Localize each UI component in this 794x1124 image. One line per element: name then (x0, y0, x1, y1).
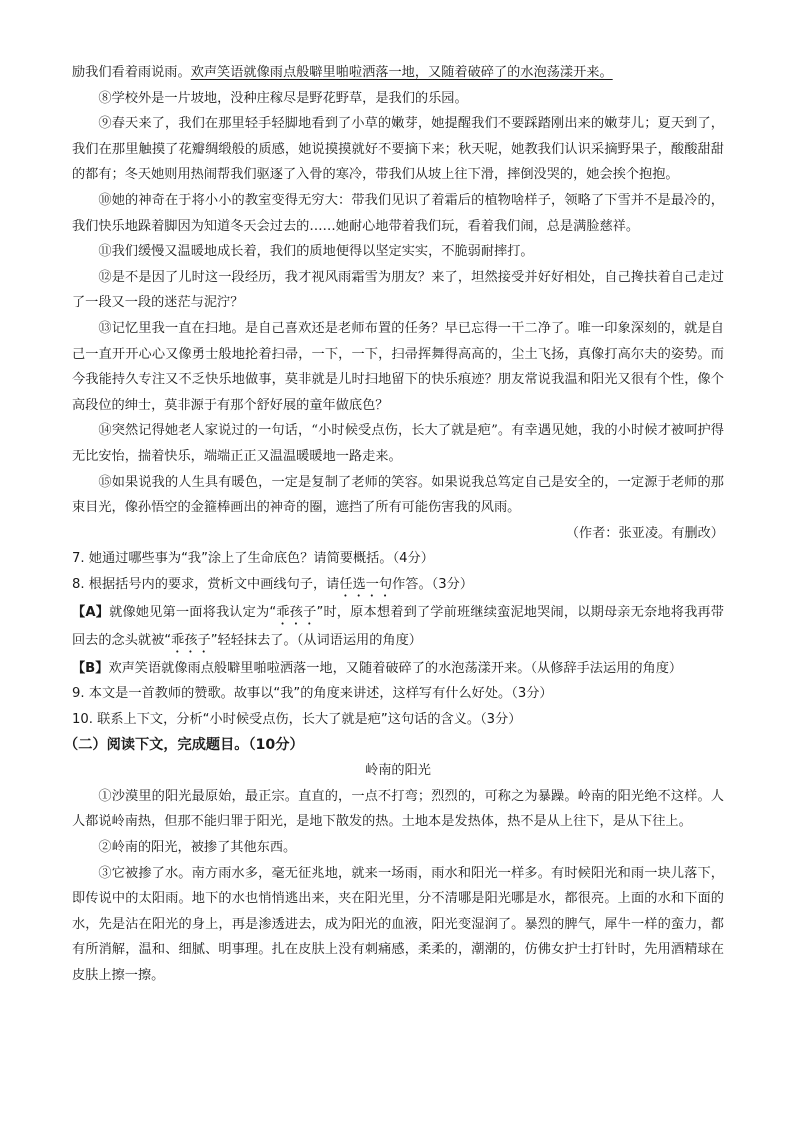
option-a-text: 就像她见第一面将我认定为“ (109, 604, 277, 620)
section-2-paragraph-2: ②岭南的阳光，被掺了其他东西。 (98, 840, 297, 856)
option-b (72, 656, 724, 682)
paragraph-9: ⑨春天来了，我们在那里轻手轻脚地看到了小草的嫩芽，她提醒我们不要踩踏刚出来的嫩芽儿；夏天到了，我们在那里触摸了花瓣绸缎般的质感，她说摸摸就好不要摘下来；秋天呢，她教我们认识采摘野果子，酸酸甜甜的都有；冬天她则用热闹帮我们驱逐了入骨的寒冷，带我们从坡上往下滑，摔倒没哭的，她会挨个抱抱。 (72, 116, 724, 183)
paragraph-10: ⑩她的神奇在于将小小的教室变得无穷大：带我们见识了着霜后的植物啥样子，领略了下雪并不是最冷的，我们快乐地跺着脚因为知道冬天会过去的……她耐心地带着我们玩，看着我们闹，总是满脸慈祥。 (72, 192, 724, 234)
question-8-text-a: 8. 根据括号内的要求，赏析文中画线句子，请 (72, 576, 340, 592)
section-2-heading: （二）阅读下文，完成题目。（10分） (64, 736, 304, 753)
option-a-tag: 【A】 (72, 604, 110, 620)
paragraph-text: 励我们看着雨说雨。 (72, 65, 191, 80)
document-page (64, 60, 724, 989)
paragraph-continued (72, 60, 724, 86)
option-a-emphasis-1: 乖孩子 (276, 604, 317, 620)
option-a-text-2: ”时，原本想着到了学前班继续蛮泥地哭闹，以期母亲无奈地将我再带回去的念头就被“ (72, 604, 724, 648)
option-a-emphasis-2: 乖孩子 (171, 632, 211, 648)
section-2-paragraph-1: ①沙漠里的阳光最原始，最正宗。直直的，一点不打弯；烈烈的，可称之为暴躁。岭南的阳光绝不这样。人人都说岭南热，但那不能归罪于阳光，是地下散发的热。土地本是发热体，热不是从上往下，是从下往上。 (72, 788, 724, 830)
option-a-text-3: ”轻轻抹去了。（从词语运用的角度） (210, 632, 422, 648)
paragraph-12: ⑫是不是因了儿时这一段经历，我才视风雨霜雪为朋友？来了，坦然接受并好好相处，自己搀扶着自己走过了一段又一段的迷茫与泥泞？ (72, 269, 724, 311)
section-2-paragraph-3: ③它被掺了水。南方雨水多，毫无征兆地，就来一场雨，雨水和阳光一样多。有时候阳光和雨一块儿落下，即传说中的太阳雨。地下的水也悄悄逃出来，夹在阳光里，分不清哪是阳光哪是水，都很亮。上面的水和下面的水，先是沾在阳光的身上，再是渗透进去，成为阳光的血液，阳光变湿润了。暴烈的脾气，犀牛一样的蛮力，都有所消解，温和、细腻、明事理。扎在皮肤上没有刺痛感，柔柔的，潮潮的，仿佛女护士打针时，先用酒精球在皮肤上擦一擦。 (72, 865, 724, 983)
question-8 (72, 572, 724, 600)
question-7: 7. 她通过哪些事为“我”涂上了生命底色？请简要概括。（4分） (72, 551, 434, 567)
option-a (72, 600, 724, 656)
article-title: 岭南的阳光 (365, 763, 431, 779)
underlined-sentence-b: 欢声笑语就像雨点般噼里啪啦洒落一地，又随着破碎了的水泡荡漾开来。 (190, 65, 613, 80)
paragraph-11: ⑪我们缓慢又温暖地成长着，我们的质地便得以坚定实实，不脆弱耐摔打。 (98, 244, 534, 260)
question-8-text-b: 作答。（3分） (392, 576, 474, 592)
paragraph-15: ⑮如果说我的人生具有暖色，一定是复制了老师的笑容。如果说我总笃定自己是安全的，一定源于老师的那束目光，像孙悟空的金箍棒画出的神奇的圈，遮挡了所有可能伤害我的风雨。 (72, 474, 724, 516)
question-9: 9. 本文是一首教师的赞歌。故事以“我”的角度来讲述，这样写有什么好处。（3分） (72, 686, 553, 702)
paragraph-14: ⑭突然记得她老人家说过的一句话，“小时候受点伤，长大了就是疤”。有幸遇见她，我的小时候才被呵护得无比安怡，揣着快乐，端端正正又温温暖暖地一路走来。 (72, 423, 724, 464)
paragraph-8: ⑧学校外是一片坡地，没种庄稼尽是野花野草，是我们的乐园。 (98, 90, 468, 106)
option-b-text: 欢声笑语就像雨点般噼里啪啦洒落一地，又随着破碎了的水泡荡漾开来。（从修辞手法运用的角度） (108, 660, 683, 676)
paragraph-13: ⑬记忆里我一直在扫地。是自己喜欢还是老师布置的任务？早已忘得一干二净了。唯一印象深刻的，就是自己一直开开心心又像勇士般地抡着扫帚，一下，一下，扫帚挥舞得高高的，尘土飞扬，真像打高尔夫的姿势。而今我能持久专注又不乏快乐地做事，莫非就是儿时扫地留下的快乐痕迹？朋友常说我温和阳光又很有个性，像个高段位的绅士，莫非源于有那个舒好展的童年做底色？ (72, 320, 724, 413)
question-8-emphasis: 任选一句 (339, 576, 393, 592)
question-10: 10. 联系上下文，分析“小时候受点伤，长大了就是疤”这句话的含义。（3分） (72, 712, 522, 728)
option-b-tag: 【B】 (72, 660, 109, 676)
source-attribution: （作者：张亚凌。有删改） (565, 525, 724, 541)
